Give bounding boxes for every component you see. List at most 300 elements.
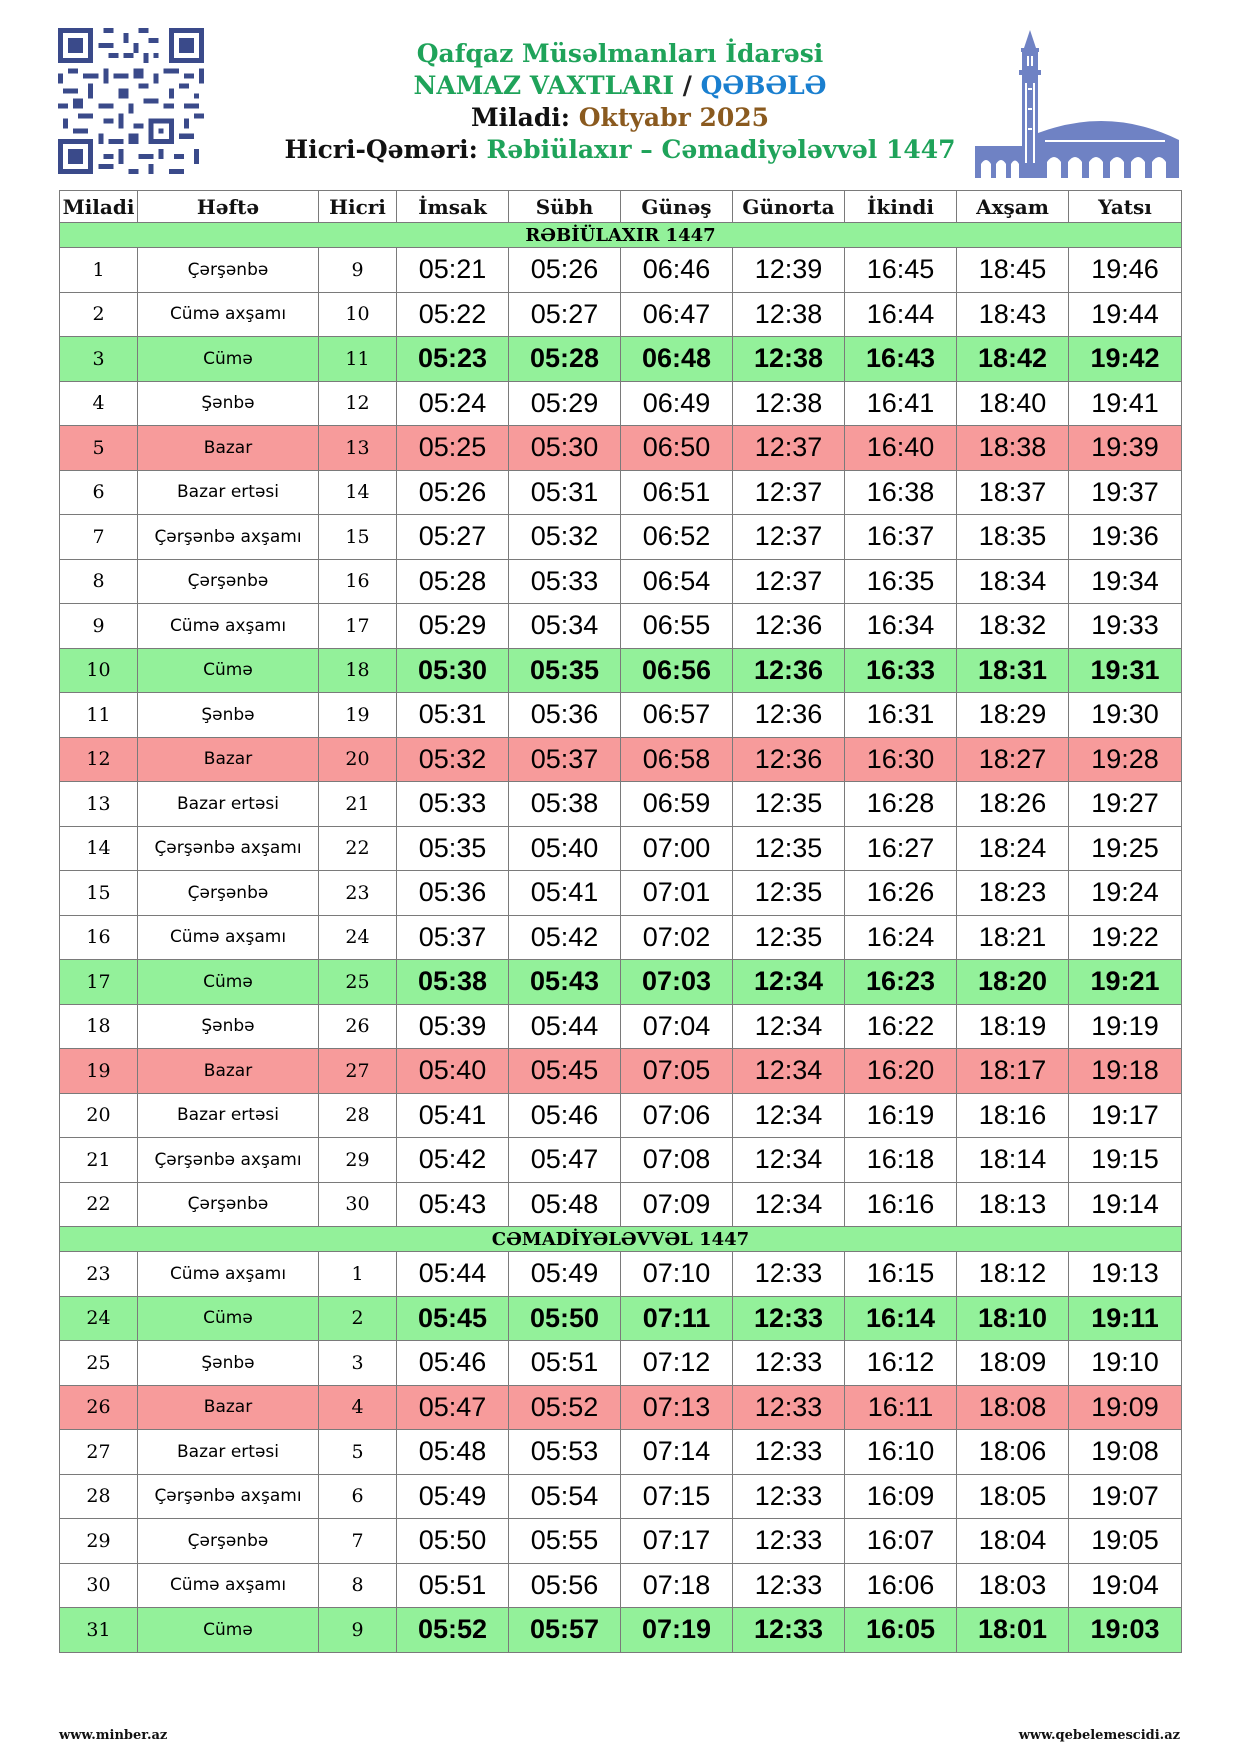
table-row — [60, 1296, 1182, 1341]
cell-subh: 05:30 — [509, 426, 621, 471]
cell-imsak: 05:21 — [397, 248, 509, 293]
cell-yatsi: 19:28 — [1069, 737, 1182, 782]
cell-imsak: 05:49 — [397, 1474, 509, 1519]
cell-hicri: 15 — [319, 515, 397, 560]
cell-subh: 05:36 — [509, 693, 621, 738]
cell-axsam: 18:13 — [957, 1182, 1069, 1227]
cell-yatsi: 19:37 — [1069, 470, 1182, 515]
col-header-yatsi: Yatsı — [1069, 191, 1182, 223]
cell-hicri: 3 — [319, 1341, 397, 1386]
cell-imsak: 05:52 — [397, 1608, 509, 1653]
cell-miladi: 3 — [60, 337, 138, 382]
cell-miladi: 10 — [60, 648, 138, 693]
table-row — [60, 1474, 1182, 1519]
table-row — [60, 1252, 1182, 1297]
cell-gunes: 07:19 — [621, 1608, 733, 1653]
cell-subh: 05:33 — [509, 559, 621, 604]
cell-subh: 05:44 — [509, 1004, 621, 1049]
cell-yatsi: 19:11 — [1069, 1296, 1182, 1341]
cell-imsak: 05:50 — [397, 1519, 509, 1564]
cell-imsak: 05:46 — [397, 1341, 509, 1386]
cell-gunes: 06:51 — [621, 470, 733, 515]
miladi-label: Miladi: — [470, 103, 579, 132]
cell-gunorta: 12:37 — [733, 426, 845, 471]
cell-hicri: 23 — [319, 871, 397, 916]
cell-gunes: 07:10 — [621, 1252, 733, 1297]
cell-yatsi: 19:36 — [1069, 515, 1182, 560]
cell-gunorta: 12:36 — [733, 604, 845, 649]
cell-gunorta: 12:35 — [733, 826, 845, 871]
cell-gunes: 06:52 — [621, 515, 733, 560]
cell-ikindi: 16:06 — [845, 1563, 957, 1608]
cell-ikindi: 16:19 — [845, 1093, 957, 1138]
cell-imsak: 05:24 — [397, 381, 509, 426]
cell-gunorta: 12:33 — [733, 1385, 845, 1430]
mosque-minaret-icon — [975, 28, 1180, 178]
cell-yatsi: 19:41 — [1069, 381, 1182, 426]
cell-subh: 05:52 — [509, 1385, 621, 1430]
cell-subh: 05:35 — [509, 648, 621, 693]
cell-weekday: Bazar ertəsi — [138, 1093, 319, 1138]
cell-ikindi: 16:16 — [845, 1182, 957, 1227]
cell-imsak: 05:35 — [397, 826, 509, 871]
cell-gunorta: 12:33 — [733, 1252, 845, 1297]
cell-ikindi: 16:14 — [845, 1296, 957, 1341]
cell-gunes: 07:08 — [621, 1138, 733, 1183]
cell-hicri: 27 — [319, 1049, 397, 1094]
table-row — [60, 248, 1182, 293]
cell-imsak: 05:23 — [397, 337, 509, 382]
cell-hicri: 9 — [319, 248, 397, 293]
cell-weekday: Çərşənbə — [138, 871, 319, 916]
hicri-label: Hicri-Qəməri: — [284, 135, 487, 164]
cell-miladi: 2 — [60, 292, 138, 337]
cell-subh: 05:54 — [509, 1474, 621, 1519]
cell-gunorta: 12:34 — [733, 1138, 845, 1183]
cell-yatsi: 19:07 — [1069, 1474, 1182, 1519]
table-row — [60, 648, 1182, 693]
cell-gunes: 07:06 — [621, 1093, 733, 1138]
cell-weekday: Cümə — [138, 1608, 319, 1653]
cell-gunes: 07:04 — [621, 1004, 733, 1049]
section-header-row — [60, 223, 1182, 248]
cell-axsam: 18:23 — [957, 871, 1069, 916]
cell-yatsi: 19:04 — [1069, 1563, 1182, 1608]
cell-miladi: 6 — [60, 470, 138, 515]
miladi-value: Oktyabr 2025 — [578, 103, 770, 132]
table-row — [60, 1049, 1182, 1094]
cell-hicri: 17 — [319, 604, 397, 649]
cell-axsam: 18:17 — [957, 1049, 1069, 1094]
cell-weekday: Çərşənbə — [138, 559, 319, 604]
cell-ikindi: 16:34 — [845, 604, 957, 649]
table-row — [60, 292, 1182, 337]
cell-gunes: 07:12 — [621, 1341, 733, 1386]
cell-gunorta: 12:36 — [733, 693, 845, 738]
cell-imsak: 05:37 — [397, 915, 509, 960]
cell-gunes: 07:09 — [621, 1182, 733, 1227]
cell-weekday: Şənbə — [138, 1004, 319, 1049]
table-row — [60, 604, 1182, 649]
col-header-gunes: Günəş — [621, 191, 733, 223]
cell-gunes: 06:58 — [621, 737, 733, 782]
table-row — [60, 381, 1182, 426]
cell-imsak: 05:31 — [397, 693, 509, 738]
section-title: CƏMADİYƏLƏVVƏL 1447 — [60, 1227, 1182, 1252]
cell-ikindi: 16:20 — [845, 1049, 957, 1094]
cell-weekday: Şənbə — [138, 381, 319, 426]
cell-subh: 05:53 — [509, 1430, 621, 1475]
cell-ikindi: 16:23 — [845, 960, 957, 1005]
document-header — [220, 38, 1020, 166]
footer-left-url: www.minber.az — [59, 1728, 168, 1743]
cell-axsam: 18:12 — [957, 1252, 1069, 1297]
cell-ikindi: 16:38 — [845, 470, 957, 515]
section-title: RƏBİÜLAXIR 1447 — [60, 223, 1182, 248]
cell-weekday: Şənbə — [138, 1341, 319, 1386]
cell-weekday: Çərşənbə — [138, 1182, 319, 1227]
cell-imsak: 05:25 — [397, 426, 509, 471]
cell-axsam: 18:06 — [957, 1430, 1069, 1475]
cell-ikindi: 16:07 — [845, 1519, 957, 1564]
cell-axsam: 18:29 — [957, 693, 1069, 738]
col-header-gunorta: Günorta — [733, 191, 845, 223]
cell-yatsi: 19:14 — [1069, 1182, 1182, 1227]
cell-miladi: 26 — [60, 1385, 138, 1430]
col-header-axsam: Axşam — [957, 191, 1069, 223]
cell-ikindi: 16:11 — [845, 1385, 957, 1430]
cell-yatsi: 19:39 — [1069, 426, 1182, 471]
cell-ikindi: 16:15 — [845, 1252, 957, 1297]
cell-gunes: 07:11 — [621, 1296, 733, 1341]
qr-code-icon — [58, 28, 204, 174]
cell-gunorta: 12:34 — [733, 960, 845, 1005]
cell-subh: 05:29 — [509, 381, 621, 426]
cell-miladi: 15 — [60, 871, 138, 916]
cell-hicri: 28 — [319, 1093, 397, 1138]
cell-hicri: 9 — [319, 1608, 397, 1653]
cell-hicri: 19 — [319, 693, 397, 738]
cell-imsak: 05:42 — [397, 1138, 509, 1183]
cell-weekday: Çərşənbə axşamı — [138, 515, 319, 560]
cell-subh: 05:41 — [509, 871, 621, 916]
cell-gunes: 06:46 — [621, 248, 733, 293]
cell-yatsi: 19:44 — [1069, 292, 1182, 337]
table-row — [60, 1182, 1182, 1227]
cell-hicri: 10 — [319, 292, 397, 337]
table-row — [60, 1519, 1182, 1564]
cell-subh: 05:45 — [509, 1049, 621, 1094]
cell-gunorta: 12:35 — [733, 915, 845, 960]
cell-hicri: 14 — [319, 470, 397, 515]
cell-axsam: 18:42 — [957, 337, 1069, 382]
cell-hicri: 11 — [319, 337, 397, 382]
cell-weekday: Bazar — [138, 1049, 319, 1094]
cell-gunes: 07:18 — [621, 1563, 733, 1608]
cell-gunorta: 12:38 — [733, 381, 845, 426]
col-header-hefte: Həftə — [138, 191, 319, 223]
col-header-miladi: Miladi — [60, 191, 138, 223]
cell-ikindi: 16:09 — [845, 1474, 957, 1519]
cell-imsak: 05:27 — [397, 515, 509, 560]
cell-ikindi: 16:26 — [845, 871, 957, 916]
cell-yatsi: 19:13 — [1069, 1252, 1182, 1297]
cell-weekday: Bazar ertəsi — [138, 470, 319, 515]
cell-yatsi: 19:19 — [1069, 1004, 1182, 1049]
cell-miladi: 7 — [60, 515, 138, 560]
cell-imsak: 05:29 — [397, 604, 509, 649]
cell-imsak: 05:32 — [397, 737, 509, 782]
cell-ikindi: 16:27 — [845, 826, 957, 871]
table-header-row — [60, 191, 1182, 223]
cell-gunorta: 12:35 — [733, 782, 845, 827]
cell-ikindi: 16:41 — [845, 381, 957, 426]
cell-miladi: 13 — [60, 782, 138, 827]
cell-axsam: 18:26 — [957, 782, 1069, 827]
table-row — [60, 915, 1182, 960]
cell-axsam: 18:43 — [957, 292, 1069, 337]
cell-weekday: Cümə axşamı — [138, 292, 319, 337]
cell-miladi: 24 — [60, 1296, 138, 1341]
cell-weekday: Cümə axşamı — [138, 1252, 319, 1297]
cell-hicri: 16 — [319, 559, 397, 604]
prayer-times-table — [59, 190, 1182, 1653]
cell-miladi: 30 — [60, 1563, 138, 1608]
cell-imsak: 05:39 — [397, 1004, 509, 1049]
cell-miladi: 17 — [60, 960, 138, 1005]
cell-weekday: Bazar — [138, 426, 319, 471]
cell-gunes: 06:56 — [621, 648, 733, 693]
cell-yatsi: 19:15 — [1069, 1138, 1182, 1183]
table-row — [60, 1341, 1182, 1386]
cell-gunorta: 12:36 — [733, 648, 845, 693]
cell-gunorta: 12:38 — [733, 337, 845, 382]
cell-imsak: 05:48 — [397, 1430, 509, 1475]
hijri-months — [220, 134, 1020, 166]
city-name: QƏBƏLƏ — [700, 71, 827, 100]
table-row — [60, 693, 1182, 738]
table-row — [60, 1563, 1182, 1608]
cell-gunes: 06:47 — [621, 292, 733, 337]
cell-miladi: 29 — [60, 1519, 138, 1564]
cell-subh: 05:57 — [509, 1608, 621, 1653]
cell-imsak: 05:30 — [397, 648, 509, 693]
cell-gunorta: 12:39 — [733, 248, 845, 293]
cell-miladi: 23 — [60, 1252, 138, 1297]
cell-yatsi: 19:09 — [1069, 1385, 1182, 1430]
cell-weekday: Cümə — [138, 648, 319, 693]
cell-ikindi: 16:12 — [845, 1341, 957, 1386]
cell-hicri: 21 — [319, 782, 397, 827]
cell-yatsi: 19:10 — [1069, 1341, 1182, 1386]
cell-yatsi: 19:30 — [1069, 693, 1182, 738]
cell-hicri: 5 — [319, 1430, 397, 1475]
cell-ikindi: 16:40 — [845, 426, 957, 471]
cell-miladi: 19 — [60, 1049, 138, 1094]
cell-hicri: 29 — [319, 1138, 397, 1183]
cell-imsak: 05:22 — [397, 292, 509, 337]
cell-axsam: 18:37 — [957, 470, 1069, 515]
cell-yatsi: 19:24 — [1069, 871, 1182, 916]
col-header-subh: Sübh — [509, 191, 621, 223]
cell-axsam: 18:34 — [957, 559, 1069, 604]
cell-yatsi: 19:08 — [1069, 1430, 1182, 1475]
cell-ikindi: 16:37 — [845, 515, 957, 560]
col-header-imsak: İmsak — [397, 191, 509, 223]
cell-weekday: Şənbə — [138, 693, 319, 738]
cell-subh: 05:50 — [509, 1296, 621, 1341]
cell-weekday: Cümə axşamı — [138, 604, 319, 649]
cell-axsam: 18:09 — [957, 1341, 1069, 1386]
section-header-row — [60, 1227, 1182, 1252]
table-row — [60, 1608, 1182, 1653]
cell-subh: 05:47 — [509, 1138, 621, 1183]
cell-gunes: 07:03 — [621, 960, 733, 1005]
cell-hicri: 22 — [319, 826, 397, 871]
cell-gunes: 07:01 — [621, 871, 733, 916]
cell-gunes: 06:50 — [621, 426, 733, 471]
cell-hicri: 25 — [319, 960, 397, 1005]
cell-gunes: 06:59 — [621, 782, 733, 827]
cell-gunorta: 12:34 — [733, 1049, 845, 1094]
cell-hicri: 4 — [319, 1385, 397, 1430]
cell-weekday: Çərşənbə axşamı — [138, 826, 319, 871]
cell-yatsi: 19:34 — [1069, 559, 1182, 604]
document-title — [220, 70, 1020, 102]
cell-gunorta: 12:35 — [733, 871, 845, 916]
cell-hicri: 20 — [319, 737, 397, 782]
cell-subh: 05:48 — [509, 1182, 621, 1227]
cell-axsam: 18:08 — [957, 1385, 1069, 1430]
cell-subh: 05:49 — [509, 1252, 621, 1297]
cell-imsak: 05:38 — [397, 960, 509, 1005]
cell-subh: 05:27 — [509, 292, 621, 337]
table-body — [60, 223, 1182, 1653]
table-row — [60, 1004, 1182, 1049]
cell-miladi: 27 — [60, 1430, 138, 1475]
cell-gunes: 06:54 — [621, 559, 733, 604]
cell-axsam: 18:19 — [957, 1004, 1069, 1049]
cell-axsam: 18:14 — [957, 1138, 1069, 1183]
cell-miladi: 16 — [60, 915, 138, 960]
cell-gunorta: 12:36 — [733, 737, 845, 782]
cell-hicri: 8 — [319, 1563, 397, 1608]
cell-axsam: 18:45 — [957, 248, 1069, 293]
cell-hicri: 2 — [319, 1296, 397, 1341]
table-row — [60, 1093, 1182, 1138]
col-header-hicri: Hicri — [319, 191, 397, 223]
cell-axsam: 18:04 — [957, 1519, 1069, 1564]
cell-miladi: 21 — [60, 1138, 138, 1183]
cell-subh: 05:38 — [509, 782, 621, 827]
cell-imsak: 05:40 — [397, 1049, 509, 1094]
cell-axsam: 18:24 — [957, 826, 1069, 871]
cell-hicri: 13 — [319, 426, 397, 471]
cell-yatsi: 19:22 — [1069, 915, 1182, 960]
cell-imsak: 05:45 — [397, 1296, 509, 1341]
cell-subh: 05:31 — [509, 470, 621, 515]
cell-gunorta: 12:34 — [733, 1004, 845, 1049]
cell-gunorta: 12:34 — [733, 1093, 845, 1138]
cell-axsam: 18:40 — [957, 381, 1069, 426]
cell-axsam: 18:21 — [957, 915, 1069, 960]
cell-subh: 05:34 — [509, 604, 621, 649]
cell-weekday: Bazar — [138, 737, 319, 782]
cell-axsam: 18:05 — [957, 1474, 1069, 1519]
cell-ikindi: 16:44 — [845, 292, 957, 337]
cell-yatsi: 19:21 — [1069, 960, 1182, 1005]
table-row — [60, 782, 1182, 827]
cell-weekday: Bazar — [138, 1385, 319, 1430]
cell-gunes: 07:13 — [621, 1385, 733, 1430]
cell-gunes: 06:57 — [621, 693, 733, 738]
cell-gunorta: 12:34 — [733, 1182, 845, 1227]
cell-gunorta: 12:37 — [733, 515, 845, 560]
cell-miladi: 22 — [60, 1182, 138, 1227]
cell-subh: 05:28 — [509, 337, 621, 382]
cell-imsak: 05:43 — [397, 1182, 509, 1227]
cell-gunorta: 12:33 — [733, 1296, 845, 1341]
cell-gunes: 07:05 — [621, 1049, 733, 1094]
cell-subh: 05:56 — [509, 1563, 621, 1608]
table-row — [60, 737, 1182, 782]
title-text: NAMAZ VAXTLARI — [413, 71, 675, 100]
cell-weekday: Bazar ertəsi — [138, 1430, 319, 1475]
table-row — [60, 337, 1182, 382]
cell-miladi: 8 — [60, 559, 138, 604]
gregorian-month — [220, 102, 1020, 134]
cell-gunes: 07:17 — [621, 1519, 733, 1564]
cell-gunes: 06:55 — [621, 604, 733, 649]
cell-gunorta: 12:33 — [733, 1519, 845, 1564]
cell-miladi: 31 — [60, 1608, 138, 1653]
cell-gunorta: 12:38 — [733, 292, 845, 337]
cell-yatsi: 19:05 — [1069, 1519, 1182, 1564]
cell-gunorta: 12:33 — [733, 1474, 845, 1519]
cell-imsak: 05:33 — [397, 782, 509, 827]
cell-weekday: Çərşənbə — [138, 1519, 319, 1564]
cell-miladi: 4 — [60, 381, 138, 426]
cell-subh: 05:42 — [509, 915, 621, 960]
cell-weekday: Cümə axşamı — [138, 915, 319, 960]
cell-gunorta: 12:33 — [733, 1341, 845, 1386]
table-row — [60, 871, 1182, 916]
cell-gunes: 06:48 — [621, 337, 733, 382]
cell-yatsi: 19:33 — [1069, 604, 1182, 649]
table-row — [60, 1138, 1182, 1183]
table-row — [60, 960, 1182, 1005]
cell-yatsi: 19:27 — [1069, 782, 1182, 827]
cell-axsam: 18:32 — [957, 604, 1069, 649]
cell-imsak: 05:26 — [397, 470, 509, 515]
cell-weekday: Çərşənbə axşamı — [138, 1474, 319, 1519]
cell-ikindi: 16:22 — [845, 1004, 957, 1049]
table-row — [60, 426, 1182, 471]
cell-ikindi: 16:43 — [845, 337, 957, 382]
cell-yatsi: 19:03 — [1069, 1608, 1182, 1653]
cell-gunes: 07:00 — [621, 826, 733, 871]
cell-miladi: 20 — [60, 1093, 138, 1138]
cell-ikindi: 16:05 — [845, 1608, 957, 1653]
cell-miladi: 14 — [60, 826, 138, 871]
cell-hicri: 26 — [319, 1004, 397, 1049]
cell-ikindi: 16:31 — [845, 693, 957, 738]
cell-subh: 05:40 — [509, 826, 621, 871]
cell-axsam: 18:16 — [957, 1093, 1069, 1138]
organization-name: Qafqaz Müsəlmanları İdarəsi — [416, 39, 824, 68]
cell-miladi: 5 — [60, 426, 138, 471]
cell-imsak: 05:41 — [397, 1093, 509, 1138]
